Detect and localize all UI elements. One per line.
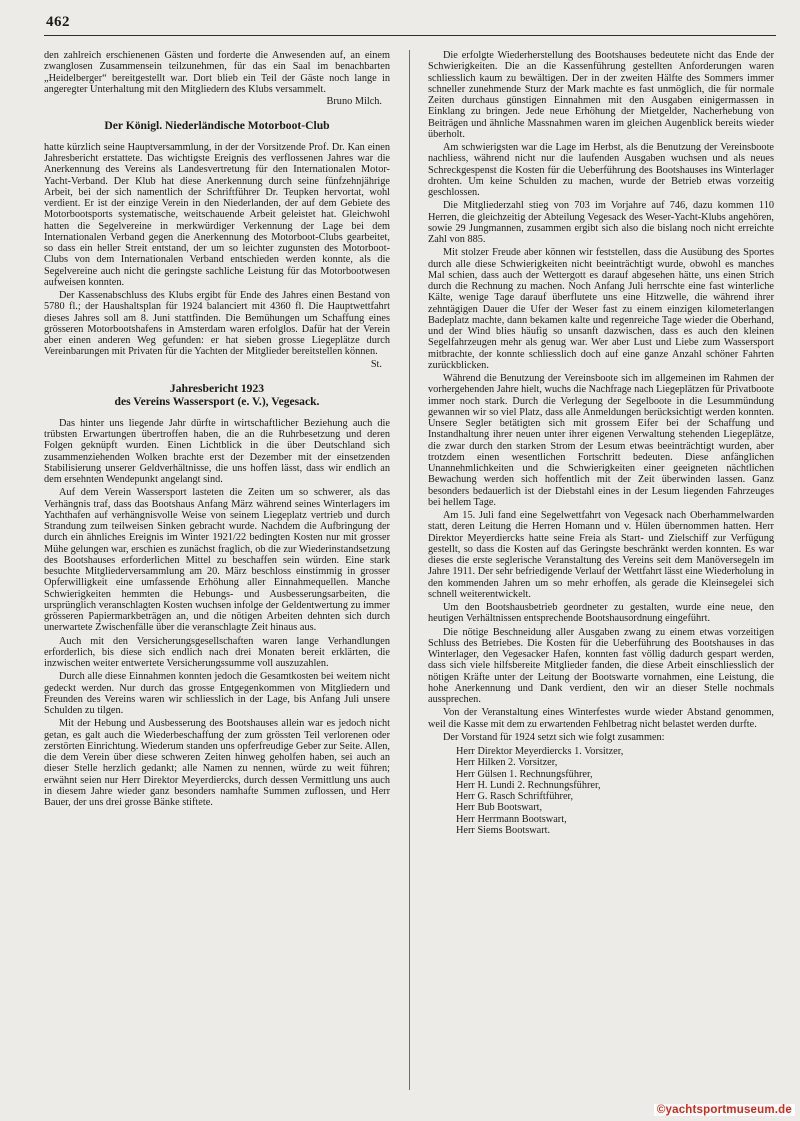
paragraph: Von der Veranstaltung eines Winterfestes wurde wieder Abstand genommen, weil die Kasse mit dem zu erwartenden Fehlbetrag nicht belastet werden durfte. (428, 707, 774, 730)
paragraph: Mit stolzer Freude aber können wir feststellen, dass die Ausübung des Sportes durch alle diese Schwierigkeiten nicht beeinträchtigt wurde, obwohl es manches Mal schien, dass auch der Wettergott es darauf abgesehen hätte, uns einen Strich durch die Rechnung zu machen. Noch Anfang Juli herrschte eine fast winterliche Kälte, wenige Tage darauf überflutete uns eine Hitzwelle, die während ihrer zehntägigen Dauer die Ufer der Weser fast zu einem einzigen kilometerlangen Badeplatz machte, dann bekamen kalte und regenreiche Tage wieder die Oberhand, und der Wind blies häufig so unsanft dazwischen, dass es auch den kleinen Segelfahrzeugen mehr als genug war. Wer aber Lust und Liebe zum Wassersport mitbrachte, der konnte schliesslich doch auf eine ganze Anzahl schöner Fahrten zurückblicken. (428, 247, 774, 371)
two-column-layout (44, 50, 776, 1090)
vorstand-line: Herr Herrmann Bootswart, (456, 813, 567, 825)
section-signature: St. (370, 358, 382, 370)
left-column (44, 50, 390, 1090)
paragraph: Am schwierigsten war die Lage im Herbst, als die Benutzung der Vereinsboote nachliess, während nicht nur die laufenden Ausgaben wuchsen und als neues Schreckgespenst die Kosten für die Ueberführung des Bootshauses ins Winterlager drohten. Um keine Schulden zu machen, wurde der Betrieb etwas vorzeitig geschlossen. (428, 142, 774, 198)
vorstand-list (456, 746, 774, 836)
continuation-paragraph: den zahlreich erschienenen Gästen und forderte die Anwesenden auf, an einem zwanglosen Zusammensein teilzunehmen, für das ein Saal im benachbarten „Heidelberger“ bereitgestellt war. Dort blieb ein Teil der Gäste noch lange in angeregter Unterhaltung mit den Mitgliedern des Klubs versammelt. (44, 50, 390, 95)
paragraph: Die nötige Beschneidung aller Ausgaben zwang zu einem etwas vorzeitigen Schluss des Betriebes. Die Kosten für die Ueberführung des Bootshauses in das Winterlager, den Vegesacker Hafen, konnten fast völlig dadurch gespart werden, dass sich viele hilfsbereite Mitglieder fanden, die diese Arbeit einschliesslich der nötigen Kräfte unter der Leitung der Bootswarte vornahmen, eine Leistung, die hohe Anerkennung und Dank verdient, den wir an dieser Stelle nochmals aussprechen. (428, 626, 774, 705)
section-heading-report (44, 382, 390, 409)
paragraph: Durch alle diese Einnahmen konnten jedoch die Gesamtkosten bei weitem nicht gedeckt werden. Nur durch das grosse Entgegenkommen von Mitgliedern und Freunden des Vereins waren wir schliesslich in der Lage, bis Anfang Juli unsere Schulden zu tilgen. (44, 671, 390, 716)
vorstand-line: Herr H. Lundi 2. Rechnungsführer, (456, 779, 601, 791)
paragraph: Die erfolgte Wiederherstellung des Bootshauses bedeutete nicht das Ende der Schwierigkeiten. Die an die Kassenführung gestellten Anforderungen waren schliesslich kaum zu bewältigen. Der in der zweiten Hälfte des Sommers immer schneller zunehmende Sturz der Mark machte es fast unmöglich, die für normale Zeiten durchaus günstigen Einnahmen mit den Ausgaben einigermassen in Einklang zu bringen. Jede neue Erhöhung der Mietgelder, Nacherhebung von Beiträgen und ähnliche Massnahmen waren im gleichen Augenblick bereits wieder überholt. (428, 50, 774, 140)
watermark: ©yachtsportmuseum.de (654, 1104, 795, 1116)
vorstand-line: Herr Hilken 2. Vorsitzer, (456, 757, 558, 769)
report-heading-line2: des Vereins Wassersport (e. V.), Vegesack. (114, 395, 320, 409)
paragraph: Am 15. Juli fand eine Segelwettfahrt von Vegesack nach Oberhammelwarden statt, deren Leitung die Herren Homann und v. Hülen übernommen hatten. Herr Direktor Meyerdiercks hatte seine Freia als Start- und Zielschiff zur Verfügung gestellt, so dass die Kosten auf das Geringste beschränkt werden konnten. Es war dieses die erste seglerische Veranstaltung des Vereins seit dem Manöversegeln im Jahre 1911. Der sehr befriedigende Verlauf der Wettfahrt lässt eine Wiederholung in den kommenden Jahren um so mehr erhoffen, als gerade die Kleinsegelei sich schnell weiterentwickelt. (428, 510, 774, 600)
paragraph: Die Mitgliederzahl stieg von 703 im Vorjahre auf 746, dazu kommen 110 Herren, die gleichzeitig der Abteilung Vegesack des Weser-Yacht-Klubs angehören, sowie 29 Jungmannen, zusammen ergibt sich also die bislang noch nicht erreichte Zahl von 885. (428, 200, 774, 245)
paragraph: Auch mit den Versicherungsgesellschaften waren lange Verhandlungen erforderlich, bis diese sich endlich nach drei Monaten bereit erklärten, die inzwischen weiter entwertete Versicherungssumme voll auszuzahlen. (44, 635, 390, 669)
paragraph: Um den Bootshausbetrieb geordneter zu gestalten, wurde eine neue, den heutigen Verhältnissen entsprechende Bootshausordnung eingeführt. (428, 602, 774, 625)
header-rule (44, 35, 776, 36)
paragraph: Mit der Hebung und Ausbesserung des Bootshauses allein war es jedoch nicht getan, es galt auch die Wiederbeschaffung der zum grössten Teil verlorenen oder zerstörten Einrichtung. Wiederum standen uns opferfreudige Geber zur Seite. Allen, die dem Verein über diese schweren Zeiten hinweg geholfen haben, sei auch an dieser Stelle herzlich gedankt; alle Namen zu nennen, würde zu weit führen; erwähnt seien nur Herr Direktor Meyerdiercks, durch dessen Vermittlung uns auch in diesem Jahre wieder ganz besonders namhafte Summen zuflossen, und Herr Bauer, der uns drei grosse Bänke stiftete. (44, 718, 390, 808)
vorstand-line: Herr Direktor Meyerdiercks 1. Vorsitzer, (456, 746, 624, 757)
vorstand-intro: Der Vorstand für 1924 setzt sich wie folgt zusammen: (443, 731, 665, 743)
vorstand-line: Herr G. Rasch Schriftführer, (456, 791, 574, 802)
paragraph: Das hinter uns liegende Jahr dürfte in wirtschaftlicher Beziehung auch die trübsten Erwartungen übertroffen haben, die an die Ruhrbesetzung und deren Folgen geknüpft wurden. Einen Lichtblick in die über Deutschland sich zusammenziehenden Wolken brachte erst der Dezember mit der einsetzenden Stabilisierung unserer Geldverhältnisse, die uns hoffen lässt, dass wir endlich an dem ersehnten Wendepunkt angelangt sind. (44, 417, 390, 485)
vorstand-line: Herr Siems Bootswart. (456, 824, 551, 836)
vorstand-line: Herr Bub Bootswart, (456, 802, 543, 814)
column-divider (409, 50, 410, 1090)
paragraph: Auf dem Verein Wassersport lasteten die Zeiten um so schwerer, als das Verhängnis traf, dass das Bootshaus Anfang März während seines Winterlagers im Yachthafen auf verhängnisvolle Weise von seinem Liegeplatz vertrieb und durch Strandung zum teilweisen Sinken gebracht wurde. Nachdem die Aufbringung der durch ein ähnliches Ereignis im Winter 1921/22 bedingten Kosten nur mit grosser Mühe gelungen war, erschien es zunächst fraglich, ob die zur Wiederinstandsetzung des Bootshauses erforderlichen Mittel zu beschaffen sein würden. Eine stark besuchte Mitgliederversammlung am 20. März beschloss einstimmig in grosser Opferwilligkeit eine umfassende Erhöhung aller Einnahmequellen. Manche Schwierigkeiten hemmten die Hebungs- und Ausbesserungsarbeiten, die ursprünglich veranschlagten Kosten wuchsen infolge der Geldentwertung zu immer grösseren Papiermarkbeträgen an, und die nötigen Arbeiten dehnten sich durch unerwartete Zwischenfälle über die veranschlagte Zeit hinaus aus. (44, 487, 390, 634)
paragraph: Während die Benutzung der Vereinsboote sich im allgemeinen im Rahmen der vorhergehenden Jahre hielt, wuchs die Nachfrage nach Liegeplätzen für Privatboote immer noch stark. Durch die Verlegung der Segelboote in die Lesummündung gewannen wir so viel Platz, dass alle Anmeldungen berücksichtigt werden konnten. Unsere Segler betätigten sich mit grossem Eifer bei der Schaffung und Instandhaltung ihrer neuen unter ihrer eigenen Verwaltung stehenden Liegeplätze, die zwar durch den starken Strom der Lesum etwas beeinträchtigt wurden, aber trotzdem einen wesentlichen Fortschritt bedeuten. Diese anfänglichen Unannehmlichkeiten und die Schwierigkeiten einer geeigneten nächtlichen Bewachung werden sich hoffentlich mit der Zeit überwinden lassen. Ganz besonders bedauerlich ist der Diebstahl eines in der Lesum liegenden Fahrzeuges bei hellem Tage. (428, 373, 774, 508)
paragraph: Der Kassenabschluss des Klubs ergibt für Ende des Jahres einen Bestand von 5780 fl.; der Haushaltsplan für 1924 balanciert mit 4360 fl. Die Hauptwettfahrt dieses Jahres soll am 8. Juni stattfinden. Die Bemühungen um Schaffung eines grösseren Motorbootshafens in Amsterdam waren erfolglos. Dafür hat der Verein aber einen anderen Weg gefunden: er hat sieben grosse Liegeplätze durch Vereinbarungen mit Privaten für die Yachten der Mitglieder bereitstellen können. (44, 290, 390, 358)
section-heading-club: Der Königl. Niederländische Motorboot-Club (104, 119, 330, 133)
page-number: 462 (46, 14, 70, 30)
vorstand-line: Herr Gülsen 1. Rechnungsführer, (456, 768, 593, 780)
report-heading-line1: Jahresbericht 1923 (169, 381, 265, 395)
right-column (428, 50, 774, 1090)
paragraph: hatte kürzlich seine Hauptversammlung, in der der Vorsitzende Prof. Dr. Kan einen Jahresbericht erstattete. Das wichtigste Ereignis des verflossenen Jahres war die Anerkennung des Vereins als Landesvertretung für den Internationalen Motor-Yacht-Verband. Der Klub hat diese Anerkennung durch seine fünfzehnjährige Arbeit, bei der sich namentlich der Schriftführer Dr. Teupken hervortat, wohl verdient. Er ist der einzige Verein in den Niederlanden, der auf dem Gebiete des Motorbootsports systematische, weitschauende Arbeit geleistet hat. Gleichwohl hatten die Segelvereine in merkwürdiger Verkennung der Lage bei dem Internationalen Verband gegen die Anerkennung des Motorboot-Clubs gearbeitet, so dass ein heller Streit entstand, der um so leichter zugunsten des Motorboot-Clubs von dem Internationalen Verband entschieden werden konnte, als die Segelvereine auch nicht die geringste sachliche Leistung für das Motorbootwesen aufweisen konnten. (44, 141, 390, 288)
author-signature: Bruno Milch. (326, 96, 382, 107)
